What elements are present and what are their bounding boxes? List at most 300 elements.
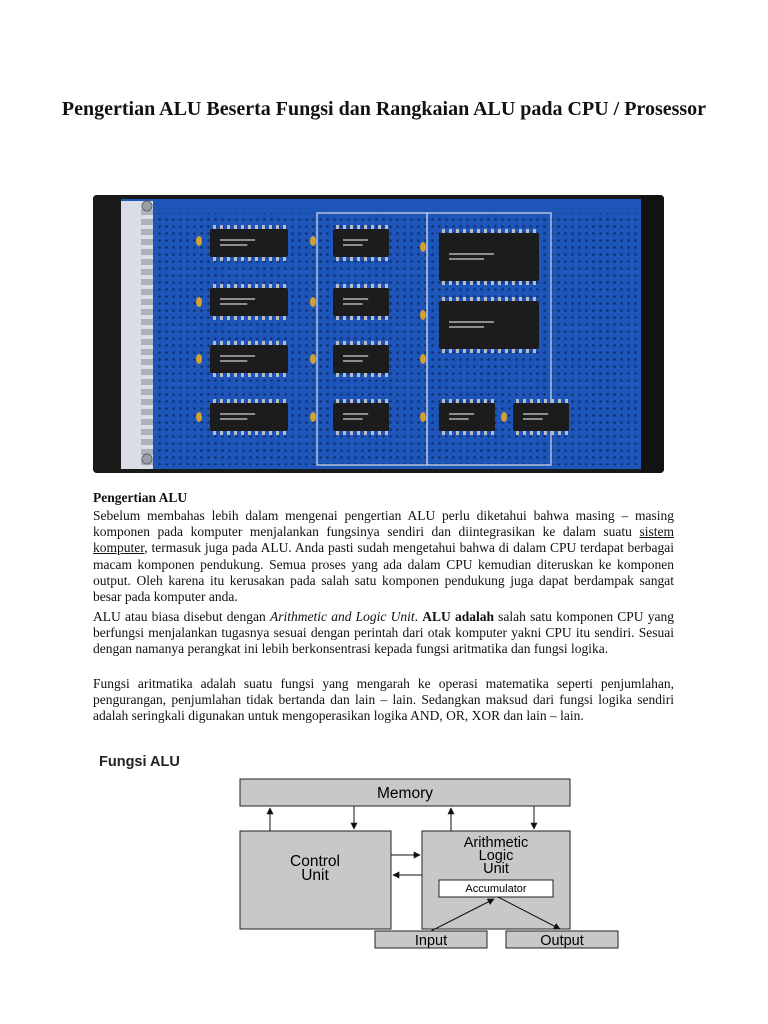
ic-chip: [333, 229, 389, 257]
diagram-heading: Fungsi ALU: [99, 754, 180, 770]
ic-pin: [255, 373, 258, 377]
ic-pin: [227, 431, 230, 435]
ic-pin: [234, 225, 237, 229]
ic-pin: [213, 373, 216, 377]
ic-pin: [241, 316, 244, 320]
ic-pin: [269, 399, 272, 403]
connector-pin: [141, 399, 153, 405]
capacitor: [196, 297, 202, 307]
ic-pin: [269, 373, 272, 377]
ic-marking: [523, 413, 548, 415]
ic-pin: [248, 225, 251, 229]
ic-marking: [220, 298, 255, 300]
ic-pin: [248, 373, 251, 377]
connector-pin: [141, 219, 153, 225]
connector-pin: [141, 389, 153, 395]
ic-pin: [220, 316, 223, 320]
ic-chip: [210, 229, 288, 257]
capacitor: [501, 412, 507, 422]
ic-pin: [269, 257, 272, 261]
ic-pin: [526, 349, 529, 353]
ic-pin: [449, 297, 452, 301]
ic-pin: [364, 341, 367, 345]
ic-pin: [537, 399, 540, 403]
ic-pin: [505, 229, 508, 233]
connector-pin: [141, 409, 153, 415]
ic-pin: [234, 399, 237, 403]
capacitor: [196, 412, 202, 422]
ic-pin: [262, 257, 265, 261]
ic-pin: [241, 431, 244, 435]
ic-pin: [470, 399, 473, 403]
ic-pin: [234, 341, 237, 345]
paragraph-definition-text-2: .: [414, 609, 423, 624]
accumulator-label: Accumulator: [465, 883, 527, 895]
ic-marking: [343, 413, 368, 415]
ic-pin: [336, 431, 339, 435]
connector-pin: [141, 299, 153, 305]
connector-pin: [141, 359, 153, 365]
ic-pin: [484, 297, 487, 301]
ic-pin: [519, 349, 522, 353]
ic-pin: [276, 284, 279, 288]
ic-pin: [371, 373, 374, 377]
ic-pin: [343, 316, 346, 320]
ic-pin: [262, 316, 265, 320]
ic-pin: [523, 399, 526, 403]
ic-marking: [449, 326, 484, 328]
ic-pin: [255, 341, 258, 345]
ic-pin: [533, 229, 536, 233]
connector-pin: [141, 379, 153, 385]
ic-pin: [350, 373, 353, 377]
capacitor: [310, 354, 316, 364]
connector-pin: [141, 249, 153, 255]
ic-pin: [357, 284, 360, 288]
ic-pin: [505, 349, 508, 353]
ic-pin: [276, 257, 279, 261]
ic-pin: [378, 316, 381, 320]
ic-pin: [241, 399, 244, 403]
input-label: Input: [414, 933, 448, 949]
ic-pin: [385, 399, 388, 403]
ic-pin: [364, 284, 367, 288]
ic-pin: [371, 284, 374, 288]
ic-pin: [491, 297, 494, 301]
ic-pin: [255, 257, 258, 261]
ic-pin: [442, 431, 445, 435]
ic-pin: [449, 229, 452, 233]
ic-pin: [262, 431, 265, 435]
ic-marking: [343, 303, 363, 305]
ic-pin: [357, 399, 360, 403]
connector-pin: [141, 269, 153, 275]
ic-chip: [210, 403, 288, 431]
connector-pin: [141, 349, 153, 355]
ic-pin: [343, 373, 346, 377]
ic-pin: [456, 349, 459, 353]
ic-pin: [477, 349, 480, 353]
ic-pin: [477, 229, 480, 233]
ic-pin: [350, 399, 353, 403]
ic-pin: [512, 229, 515, 233]
capacitor: [420, 242, 426, 252]
ic-pin: [456, 297, 459, 301]
ic-pin: [357, 316, 360, 320]
ic-pin: [371, 316, 374, 320]
ic-pin: [523, 431, 526, 435]
capacitor: [420, 310, 426, 320]
ic-pin: [530, 431, 533, 435]
ic-pin: [269, 316, 272, 320]
connector-pin: [141, 329, 153, 335]
ic-pin: [551, 399, 554, 403]
ic-pin: [220, 341, 223, 345]
connector-pin: [141, 339, 153, 345]
ic-pin: [470, 431, 473, 435]
ic-pin: [343, 431, 346, 435]
ic-pin: [526, 297, 529, 301]
ic-pin: [357, 431, 360, 435]
ic-pin: [385, 284, 388, 288]
ic-pin: [470, 297, 473, 301]
alu-label-2: Logic: [478, 848, 514, 864]
ic-pin: [477, 297, 480, 301]
ic-pin: [516, 431, 519, 435]
paragraph-definition: [93, 609, 674, 658]
connector-pin: [141, 419, 153, 425]
ic-pin: [449, 399, 452, 403]
ic-pin: [336, 225, 339, 229]
ic-pin: [484, 281, 487, 285]
ic-pin: [498, 349, 501, 353]
ic-pin: [565, 431, 568, 435]
control-unit-label-2: Unit: [301, 867, 329, 884]
ic-pin: [378, 284, 381, 288]
ic-pin: [276, 341, 279, 345]
ic-pin: [255, 225, 258, 229]
ic-pin: [484, 349, 487, 353]
ic-pin: [350, 257, 353, 261]
ic-marking: [343, 298, 368, 300]
ic-pin: [442, 399, 445, 403]
ic-pin: [220, 399, 223, 403]
ic-pin: [248, 431, 251, 435]
ic-marking: [343, 418, 363, 420]
ic-marking: [523, 418, 543, 420]
ic-pin: [519, 229, 522, 233]
ic-pin: [498, 281, 501, 285]
ic-pin: [371, 431, 374, 435]
ic-pin: [533, 297, 536, 301]
ic-marking: [343, 244, 363, 246]
ic-pin: [505, 281, 508, 285]
ic-pin: [371, 399, 374, 403]
ic-pin: [220, 284, 223, 288]
connector-pin: [141, 309, 153, 315]
mount-screw-top: [142, 201, 152, 211]
ic-marking: [449, 418, 469, 420]
ic-pin: [262, 284, 265, 288]
paragraph-intro-text-2: , termasuk juga pada ALU. Anda pasti sudah mengetahui bahwa di dalam CPU terdapat berbagai macam komponen pendukung. Semua proses yang ada dalam CPU kemudian diteruskan ke komponen output. Oleh karena itu kerusakan pada salah satu komponen pendukung juga dapat berdampak sangat besar pada komputer anda.: [93, 540, 674, 605]
capacitor: [310, 412, 316, 422]
ic-pin: [350, 431, 353, 435]
ic-pin: [463, 349, 466, 353]
ic-pin: [533, 281, 536, 285]
ic-pin: [544, 399, 547, 403]
ic-pin: [248, 316, 251, 320]
ic-pin: [491, 281, 494, 285]
alu-block-diagram: [93, 750, 633, 960]
ic-pin: [484, 399, 487, 403]
ic-pin: [241, 257, 244, 261]
ic-pin: [491, 431, 494, 435]
ic-pin: [491, 399, 494, 403]
ic-pin: [269, 284, 272, 288]
capacitor: [310, 297, 316, 307]
ic-pin: [463, 399, 466, 403]
ic-pin: [350, 225, 353, 229]
ic-marking: [220, 244, 247, 246]
ic-pin: [530, 399, 533, 403]
ic-pin: [512, 297, 515, 301]
sistem-komputer-link[interactable]: sistem komputer: [93, 524, 674, 556]
ic-pin: [456, 281, 459, 285]
ic-pin: [463, 297, 466, 301]
ic-pin: [463, 431, 466, 435]
control-unit-label-1: Control: [290, 853, 340, 870]
alu-label-3: Unit: [483, 861, 509, 877]
ic-pin: [213, 316, 216, 320]
ic-pin: [241, 341, 244, 345]
ic-pin: [449, 349, 452, 353]
ic-pin: [213, 431, 216, 435]
capacitor: [420, 354, 426, 364]
ic-pin: [456, 399, 459, 403]
ic-pin: [283, 257, 286, 261]
ic-chip: [210, 288, 288, 316]
ic-pin: [234, 431, 237, 435]
ic-pin: [262, 341, 265, 345]
ic-pin: [449, 281, 452, 285]
ic-pin: [276, 373, 279, 377]
ic-pin: [364, 316, 367, 320]
ic-pin: [378, 341, 381, 345]
ic-pin: [470, 349, 473, 353]
ic-pin: [456, 229, 459, 233]
ic-pin: [241, 373, 244, 377]
output-label: Output: [540, 933, 584, 949]
ic-pin: [248, 341, 251, 345]
ic-pin: [227, 284, 230, 288]
ic-pin: [477, 281, 480, 285]
ic-pin: [227, 399, 230, 403]
ic-pin: [385, 316, 388, 320]
ic-chip: [439, 233, 539, 281]
ic-pin: [484, 229, 487, 233]
ic-pin: [255, 284, 258, 288]
capacitor: [310, 236, 316, 246]
ic-pin: [498, 229, 501, 233]
ic-pin: [262, 225, 265, 229]
ic-pin: [470, 281, 473, 285]
connector-pin: [141, 279, 153, 285]
ic-marking: [449, 253, 494, 255]
ic-pin: [234, 284, 237, 288]
ic-pin: [371, 225, 374, 229]
ic-pin: [336, 257, 339, 261]
ic-marking: [449, 321, 494, 323]
ic-pin: [220, 431, 223, 435]
ic-pin: [378, 257, 381, 261]
ic-pin: [350, 316, 353, 320]
ic-marking: [220, 303, 247, 305]
ic-pin: [283, 341, 286, 345]
ic-pin: [565, 399, 568, 403]
ic-pin: [227, 373, 230, 377]
ic-pin: [213, 341, 216, 345]
ic-pin: [371, 341, 374, 345]
ic-pin: [234, 316, 237, 320]
ic-marking: [220, 418, 247, 420]
ic-pin: [262, 399, 265, 403]
ic-pin: [269, 431, 272, 435]
ic-chip: [513, 403, 569, 431]
connector-pin: [141, 369, 153, 375]
ic-pin: [364, 373, 367, 377]
ic-pin: [241, 284, 244, 288]
ic-pin: [269, 341, 272, 345]
ic-pin: [283, 225, 286, 229]
ic-pin: [477, 431, 480, 435]
ic-pin: [255, 431, 258, 435]
ic-pin: [442, 349, 445, 353]
ic-pin: [477, 399, 480, 403]
ic-pin: [519, 281, 522, 285]
ic-pin: [248, 284, 251, 288]
ic-pin: [343, 284, 346, 288]
alu-label-1: Arithmetic: [463, 835, 529, 851]
ic-pin: [343, 257, 346, 261]
ic-pin: [276, 431, 279, 435]
ic-pin: [463, 229, 466, 233]
ic-pin: [241, 225, 244, 229]
ic-pin: [276, 316, 279, 320]
ic-pin: [283, 373, 286, 377]
paragraph-intro-text-1: Sebelum membahas lebih dalam mengenai pengertian ALU perlu diketahui bahwa masing – masing komponen pada komputer menjalankan fungsinya sendiri dan diintegrasikan ke dalam suatu: [93, 508, 674, 540]
ic-pin: [213, 225, 216, 229]
ic-pin: [336, 373, 339, 377]
ic-pin: [336, 341, 339, 345]
ic-chip: [333, 403, 389, 431]
ic-pin: [276, 399, 279, 403]
ic-pin: [269, 225, 272, 229]
ic-pin: [442, 281, 445, 285]
ic-pin: [371, 257, 374, 261]
ic-pin: [512, 281, 515, 285]
ic-pin: [336, 316, 339, 320]
ic-marking: [343, 360, 363, 362]
connector-pin: [141, 259, 153, 265]
ic-pin: [385, 341, 388, 345]
ic-pin: [463, 281, 466, 285]
ic-pin: [343, 225, 346, 229]
ic-pin: [364, 225, 367, 229]
capacitor: [420, 412, 426, 422]
ic-marking: [220, 413, 255, 415]
ic-pin: [248, 257, 251, 261]
ic-pin: [350, 341, 353, 345]
ic-pin: [364, 257, 367, 261]
ic-pin: [378, 431, 381, 435]
ic-pin: [255, 316, 258, 320]
ic-pin: [364, 431, 367, 435]
ic-pin: [336, 399, 339, 403]
ic-pin: [227, 341, 230, 345]
ic-pin: [378, 373, 381, 377]
ic-pin: [283, 399, 286, 403]
ic-pin: [234, 373, 237, 377]
ic-pin: [213, 257, 216, 261]
ic-pin: [516, 399, 519, 403]
circuit-board-photo: [93, 195, 664, 473]
ic-pin: [484, 431, 487, 435]
ic-pin: [442, 229, 445, 233]
ic-pin: [213, 399, 216, 403]
ic-pin: [234, 257, 237, 261]
ic-pin: [442, 297, 445, 301]
ic-pin: [378, 225, 381, 229]
ic-pin: [213, 284, 216, 288]
ic-pin: [385, 225, 388, 229]
ic-pin: [227, 257, 230, 261]
ic-pin: [220, 373, 223, 377]
paragraph-definition-text-1: ALU atau biasa disebut dengan: [93, 609, 271, 624]
page-title: Pengertian ALU Beserta Fungsi dan Rangkaian ALU pada CPU / Prosessor: [61, 98, 707, 120]
ic-pin: [544, 431, 547, 435]
ic-pin: [283, 316, 286, 320]
ic-pin: [385, 373, 388, 377]
connector-pin: [141, 439, 153, 445]
ic-pin: [248, 399, 251, 403]
connector-pin: [141, 239, 153, 245]
ic-pin: [491, 229, 494, 233]
ic-pin: [505, 297, 508, 301]
capacitor: [196, 354, 202, 364]
mount-screw-bottom: [142, 454, 152, 464]
ic-pin: [533, 349, 536, 353]
ic-pin: [449, 431, 452, 435]
ic-chip: [210, 345, 288, 373]
ic-pin: [220, 257, 223, 261]
ic-pin: [512, 349, 515, 353]
ic-pin: [262, 373, 265, 377]
ic-marking: [343, 355, 368, 357]
capacitor: [196, 236, 202, 246]
ic-pin: [283, 431, 286, 435]
ic-marking: [220, 360, 247, 362]
ic-pin: [385, 257, 388, 261]
ic-pin: [558, 399, 561, 403]
alu-full-name: Arithmetic and Logic Unit: [270, 609, 415, 624]
paragraph-intro: [93, 508, 674, 605]
ic-pin: [350, 284, 353, 288]
ic-pin: [498, 297, 501, 301]
paragraph-definition-text-3: salah satu komponen CPU yang berfungsi menjalankan tugasnya sesuai dengan perintah dari otak komputer yakni CPU itu sendiri. Sesuai dengan namanya perangkat ini lebih berkonsentrasi kepada fungsi aritmatika dan fungsi logika.: [93, 609, 675, 657]
ic-pin: [537, 431, 540, 435]
connector-pin: [141, 429, 153, 435]
ic-pin: [357, 257, 360, 261]
